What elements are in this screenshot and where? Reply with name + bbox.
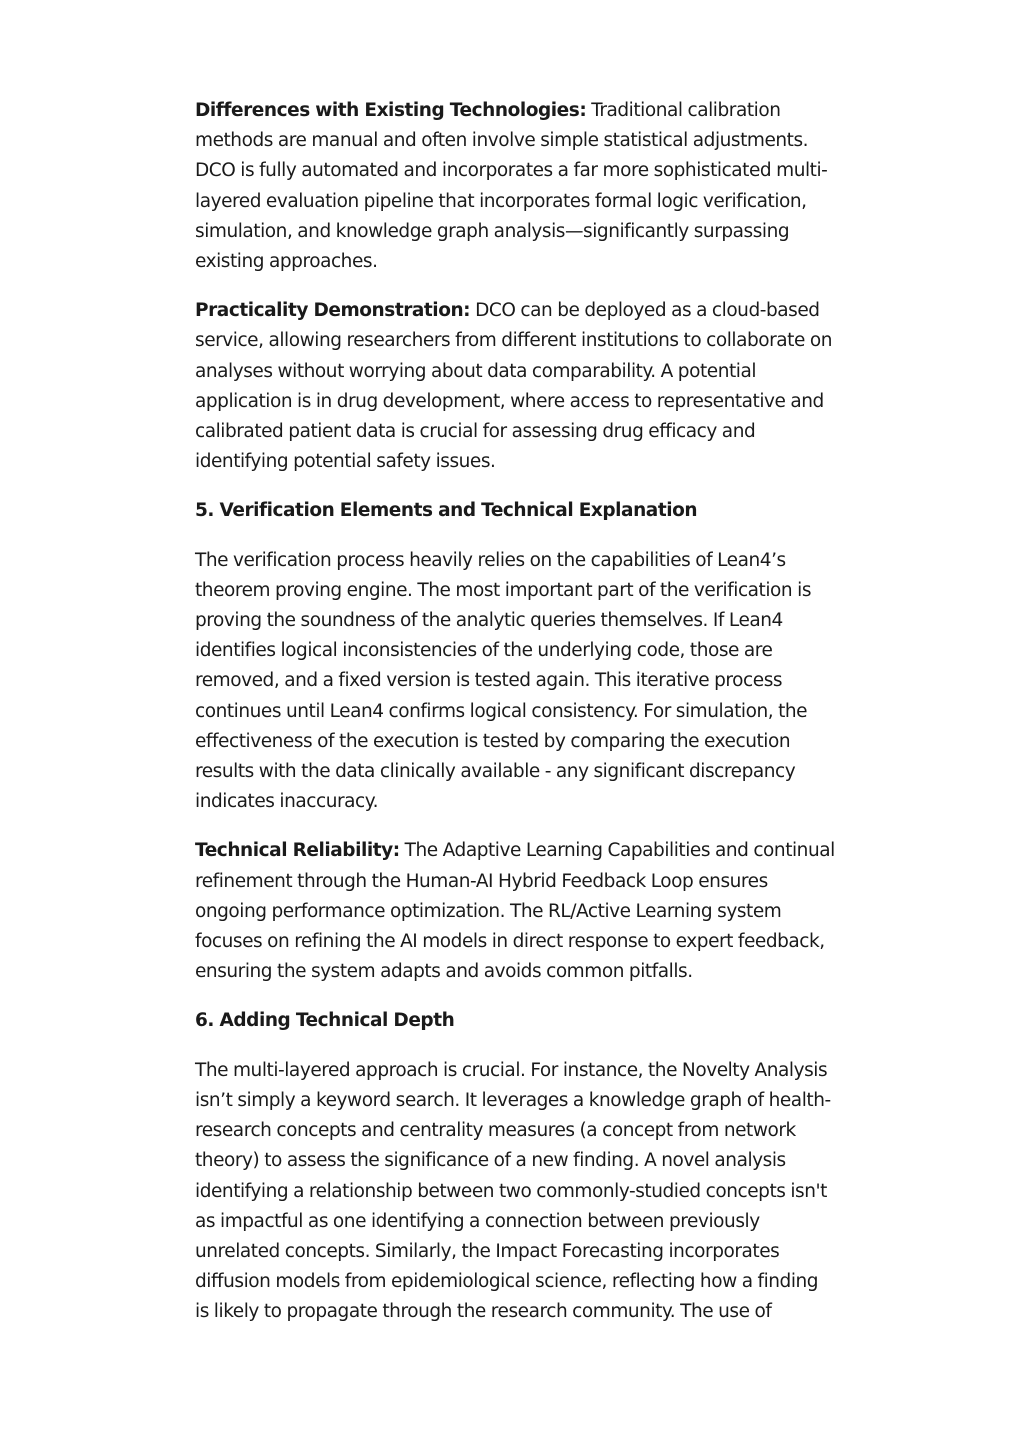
- paragraph-text: DCO can be deployed as a cloud-based service, allowing researchers from different institutions to collaborate on analyses without worrying about data comparability. A potential application is in drug development, where access to representative and calibrated patient data is crucial for assessing drug efficacy and identifying potential safety issues.: [195, 300, 832, 473]
- section-heading-5: 5. Verification Elements and Technical Explanation: [195, 500, 698, 522]
- paragraph-lead: Differences with Existing Technologies:: [195, 100, 587, 121]
- paragraph-text: The Adaptive Learning Capabilities and continual refinement through the Human-AI Hybrid Feedback Loop ensures ongoing performance optimization. The RL/Active Learning system focuses on refining the AI models in direct response to expert feedback, ensuring the system adapts and avoids common pitfalls.: [195, 840, 835, 983]
- paragraph-verification: [195, 546, 835, 818]
- paragraph-technical-depth: [195, 1056, 835, 1328]
- document-page: [195, 96, 835, 1347]
- paragraph-reliability: [195, 836, 835, 987]
- paragraph-differences: [195, 96, 835, 277]
- paragraph-text: Traditional calibration methods are manual and often involve simple statistical adjustments. DCO is fully automated and incorporates a far more sophisticated multi-layered evaluation pipeline that incorporates formal logic verification, simulation, and knowledge graph analysis—significantly surpassing existing approaches.: [195, 100, 828, 273]
- section-heading-6: 6. Adding Technical Depth: [195, 1010, 455, 1032]
- paragraph-text: The verification process heavily relies on the capabilities of Lean4’s theorem proving engine. The most important part of the verification is proving the soundness of the analytic queries themselves. If Lean4 identifies logical inconsistencies of the underlying code, those are removed, and a fixed version is tested again. This iterative process continues until Lean4 confirms logical consistency. For simulation, the effectiveness of the execution is tested by comparing the execution results with the data clinically available - any significant discrepancy indicates inaccuracy.: [195, 549, 812, 813]
- paragraph-lead: Practicality Demonstration:: [195, 300, 471, 322]
- paragraph-text: The multi-layered approach is crucial. For instance, the Novelty Analysis isn’t simply a keyword search. It leverages a knowledge graph of health-research concepts and centrality measures (a concept from network theory) to assess the significance of a new finding. A novel analysis identifying a relationship between two commonly-studied concepts isn't as impactful as one identifying a connection between previously unrelated concepts. Similarly, the Impact Forecasting incorporates diffusion models from epidemiological science, reflecting how a finding is likely to propagate through the research community. The use of: [195, 1059, 831, 1323]
- paragraph-lead: Technical Reliability:: [195, 840, 400, 862]
- paragraph-practicality: [195, 296, 835, 477]
